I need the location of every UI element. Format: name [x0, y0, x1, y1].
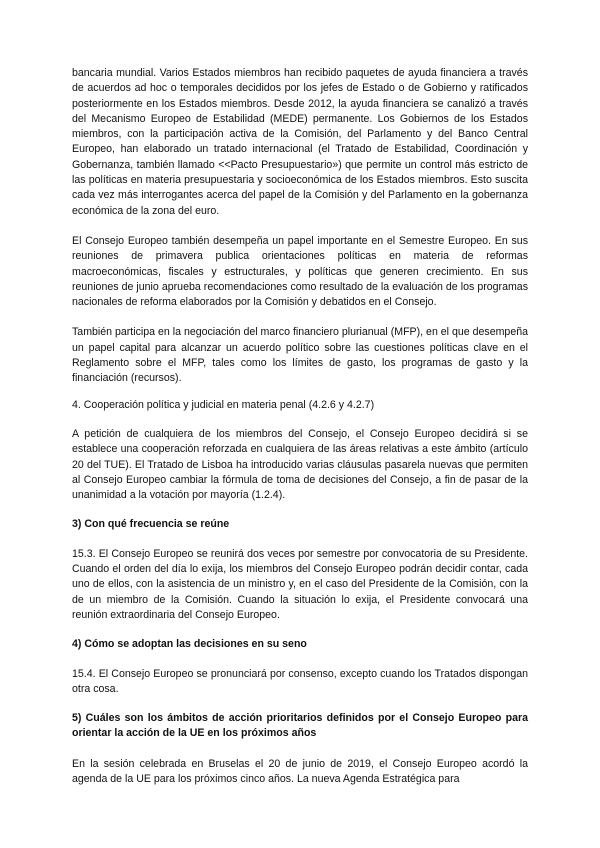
section-heading-cooperation: 4. Cooperación política y judicial en materia penal (4.2.6 y 4.2.7) — [72, 398, 375, 411]
paragraph-financial-aid: bancaria mundial. Varios Estados miembros han recibido paquetes de ayuda financiera a través de acuerdos ad hoc o temporales decididos por los jefes de Estado o de Gobierno y ratificados posteriormente en los Estados miembros. Desde 2012, la ayuda financiera se canalizó a través del Mecanismo Europeo de Estabilidad (MEDE) permanente. Los Gobiernos de los Estados miembros, con la participación activa de la Comisión, del Parlamento y del Banco Central Europeo, han elaborado un tratado internacional (el Tratado de Estabilidad, Coordinación y Gobernanza, también llamado <<Pacto Presupuestario») que permite un control más estricto de las políticas en materia presupuestaria y socioeconómica de los Estados miembros. Esto suscita cada vez más interrogantes acerca del papel de la Comisión y del Parlamento en la gobernanza económica de la zona del euro. — [72, 67, 528, 217]
heading-meeting-frequency: 3) Con qué frecuencia se reúne — [72, 518, 230, 531]
paragraph-strategic-agenda: En la sesión celebrada en Bruselas el 20 de junio de 2019, el Consejo Europeo acordó la agenda de la UE para los próximos cinco años. La nueva Agenda Estratégica para — [72, 757, 528, 785]
paragraph-15-3: 15.3. El Consejo Europeo se reunirá dos veces por semestre por convocatoria de su Presidente. Cuando el orden del día lo exija, los miembros del Consejo Europeo podrán decidir contar, cada uno de ellos, con la asistencia de un ministro y, en el caso del Presidente de la Comisión, con la de un miembro de la Comisión. Cuando la situación lo exija, el Presidente convocará una reunión extraordinaria del Consejo Europeo. — [72, 547, 528, 621]
heading-decision-making: 4) Cómo se adoptan las decisiones en su seno — [72, 638, 307, 651]
paragraph-european-semester: El Consejo Europeo también desempeña un papel importante en el Semestre Europeo. En sus reuniones de primavera publica orientaciones políticas en materia de reformas macroeconómicas, fiscales y estructurales, y políticas que generen crecimiento. En sus reuniones de junio aprueba recomendaciones como resultado de la evaluación de los programas nacionales de reforma elaborados por la Comisión y debatidos en el Consejo. — [72, 234, 528, 309]
heading-priority-areas: 5) Cuáles son los ámbitos de acción prioritarios definidos por el Consejo Europeo para orientar la acción de la UE en los próximos años — [72, 712, 528, 740]
paragraph-15-4: 15.4. El Consejo Europeo se pronunciará por consenso, excepto cuando los Tratados dispongan otra cosa. — [72, 667, 528, 695]
paragraph-enhanced-cooperation: A petición de cualquiera de los miembros del Consejo, el Consejo Europeo decidirá si se establece una cooperación reforzada en cualquiera de las áreas relativas a este ámbito (artículo 20 del TUE). El Tratado de Lisboa ha introducido varias cláusulas pasarela nuevas que permiten al Consejo Europeo cambiar la fórmula de toma de decisiones del Consejo, a fin de pasar de la unanimidad a la votación por mayoría (1.2.4). — [72, 427, 528, 502]
paragraph-mff: También participa en la negociación del marco financiero plurianual (MFP), en el que desempeña un papel capital para alcanzar un acuerdo político sobre las cuestiones políticas clave en el Reglamento sobre el MFP, tales como los límites de gasto, los programas de gasto y la financiación (recursos). — [72, 326, 528, 385]
document-page — [72, 66, 528, 787]
